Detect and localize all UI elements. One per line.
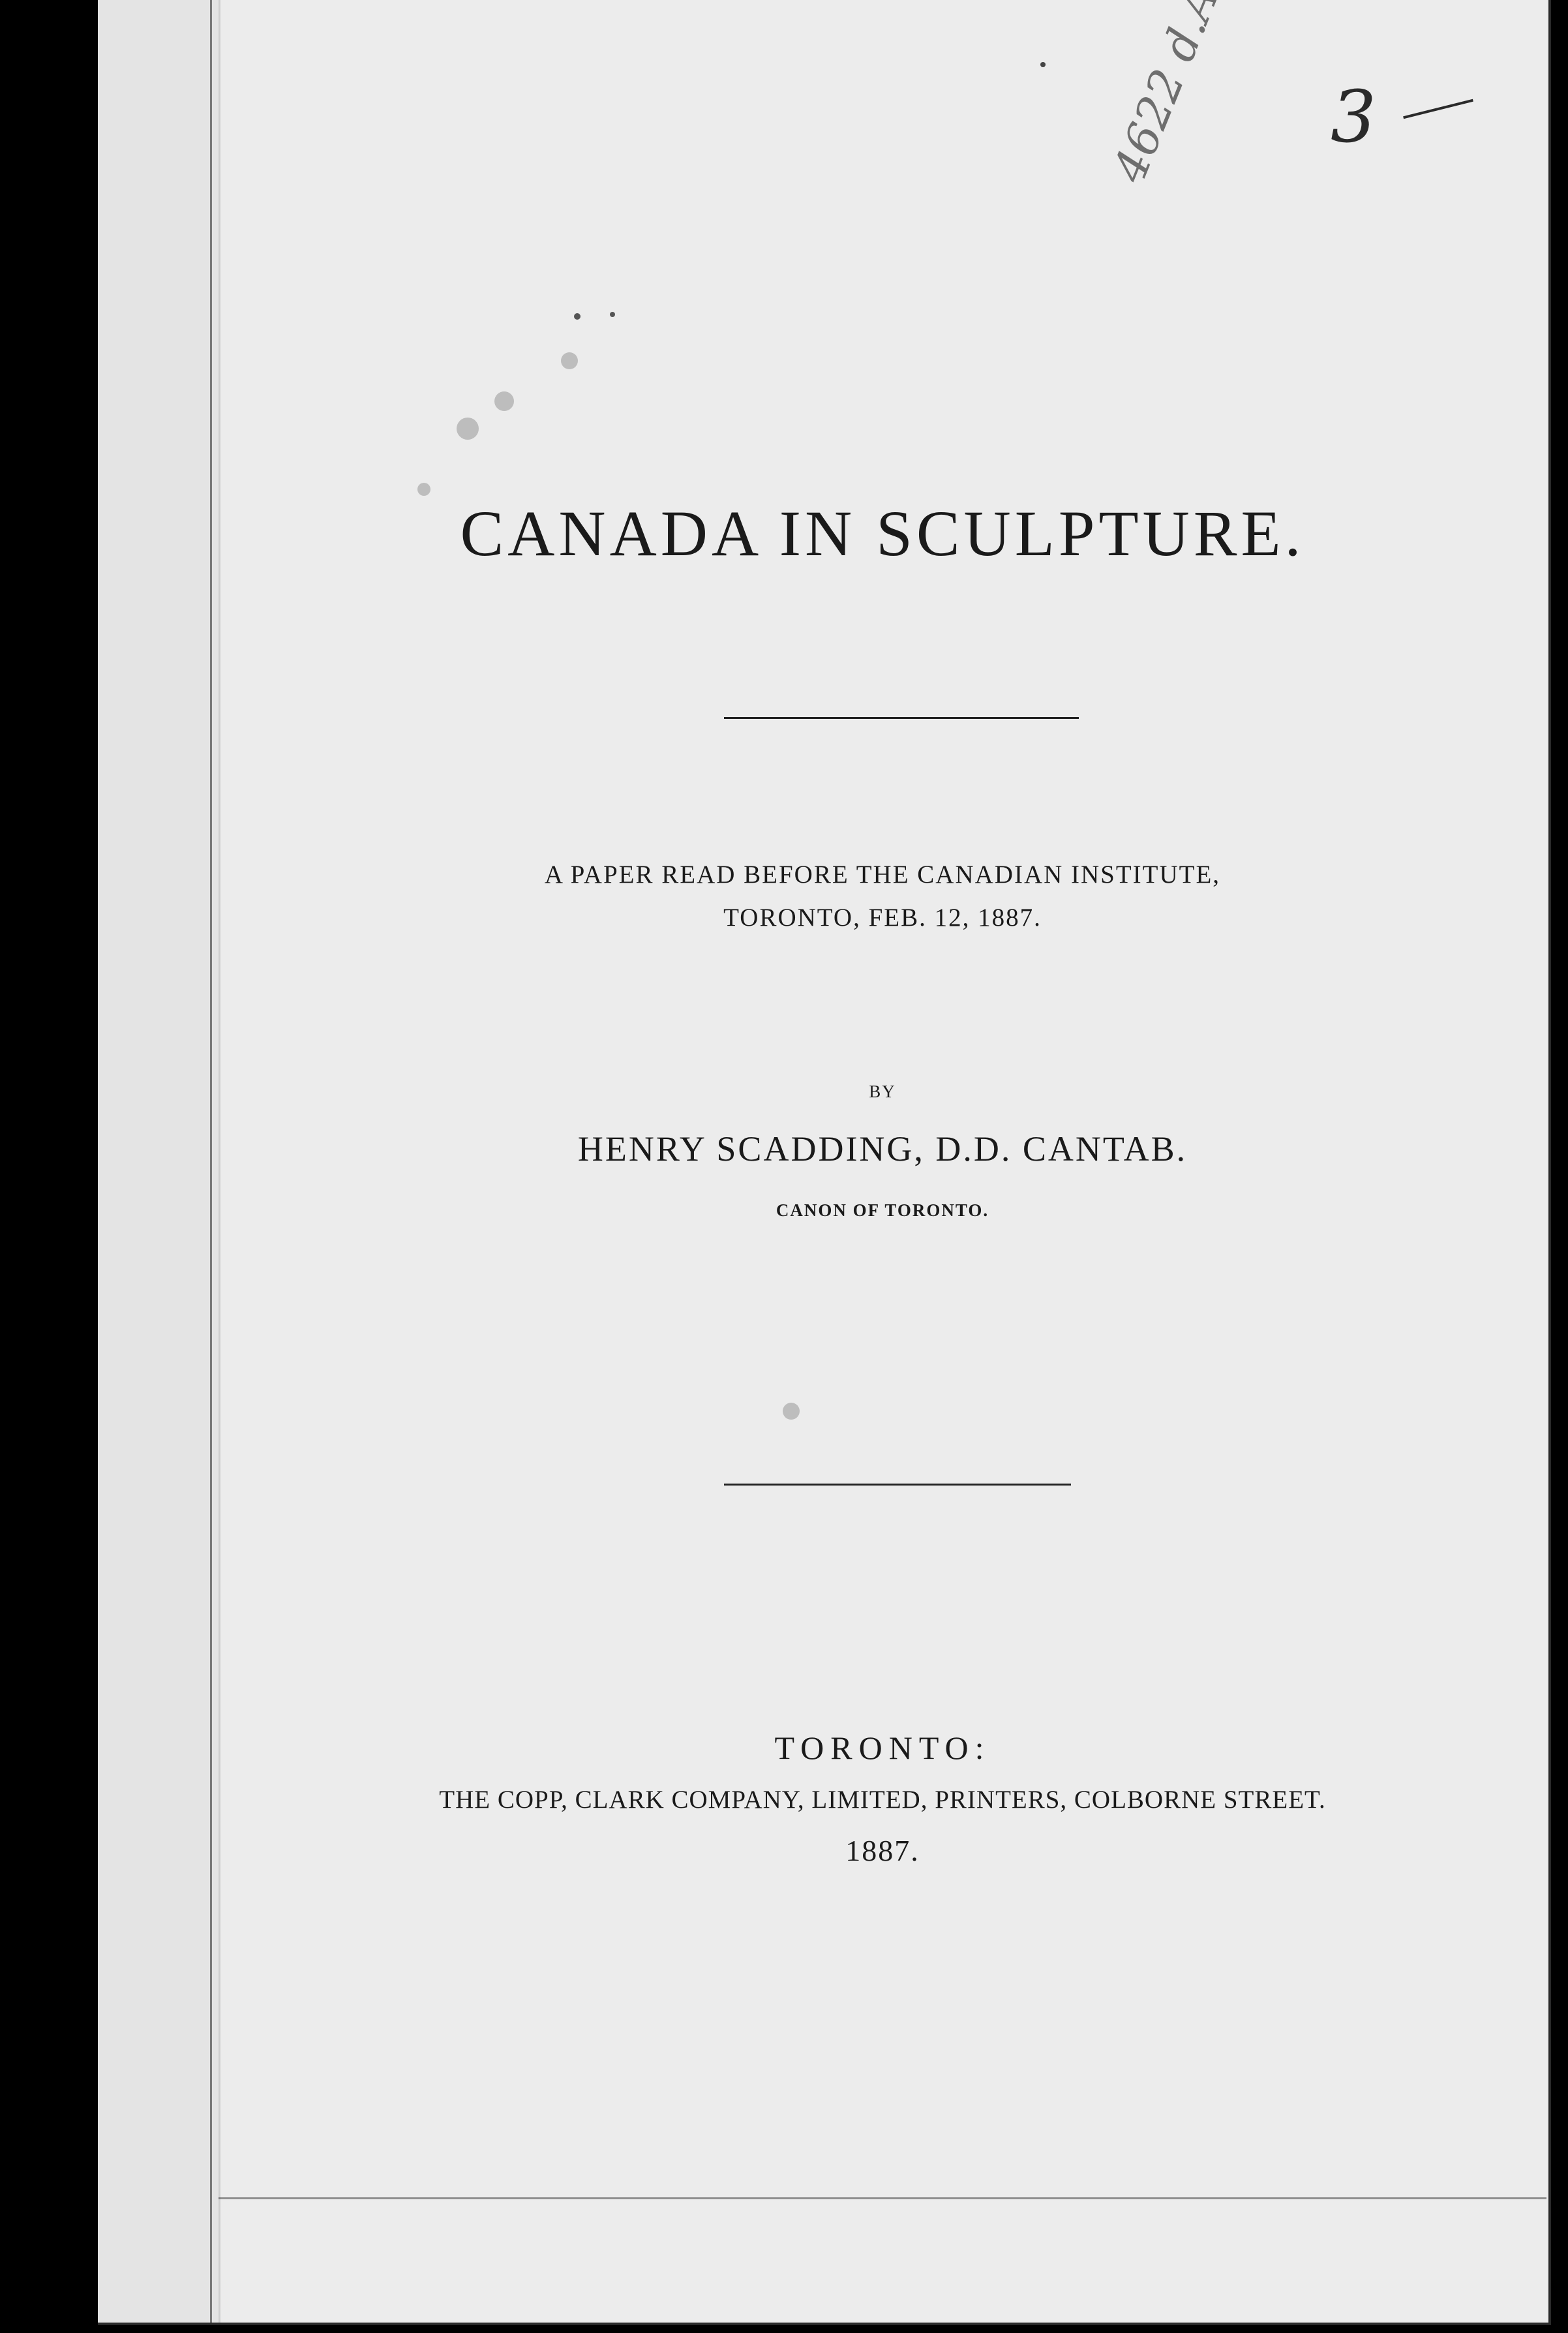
subtitle-line-1: A PAPER READ BEFORE THE CANADIAN INSTITUTE, (544, 861, 1221, 889)
paper-speck (1040, 62, 1046, 67)
imprint-city: TORONTO: (774, 1730, 991, 1766)
paper-speck (494, 391, 514, 411)
paper-speck (417, 483, 430, 496)
by-label: BY (869, 1082, 896, 1101)
paper-speck (457, 418, 479, 440)
author-role: CANON OF TORONTO. (776, 1200, 989, 1220)
spine-fold-line (210, 0, 212, 2323)
paper-speck (574, 313, 580, 320)
bottom-divider-rule (724, 1484, 1071, 1486)
bottom-edge-line (219, 2197, 1546, 2199)
document-title: CANADA IN SCULPTURE. (460, 497, 1305, 570)
author-name: HENRY SCADDING, D.D. CANTAB. (577, 1129, 1188, 1168)
spine-strip (98, 0, 220, 2323)
paper-speck (783, 1403, 800, 1420)
imprint-printer: THE COPP, CLARK COMPANY, LIMITED, PRINTERS, COLBORNE STREET. (439, 1786, 1326, 1814)
handwritten-number: 3 (1331, 75, 1376, 159)
paper-speck (561, 352, 578, 369)
subtitle-line-2: TORONTO, FEB. 12, 1887. (723, 904, 1042, 932)
top-divider-rule (724, 717, 1079, 719)
imprint-year: 1887. (845, 1834, 920, 1867)
paper-speck (610, 312, 615, 317)
